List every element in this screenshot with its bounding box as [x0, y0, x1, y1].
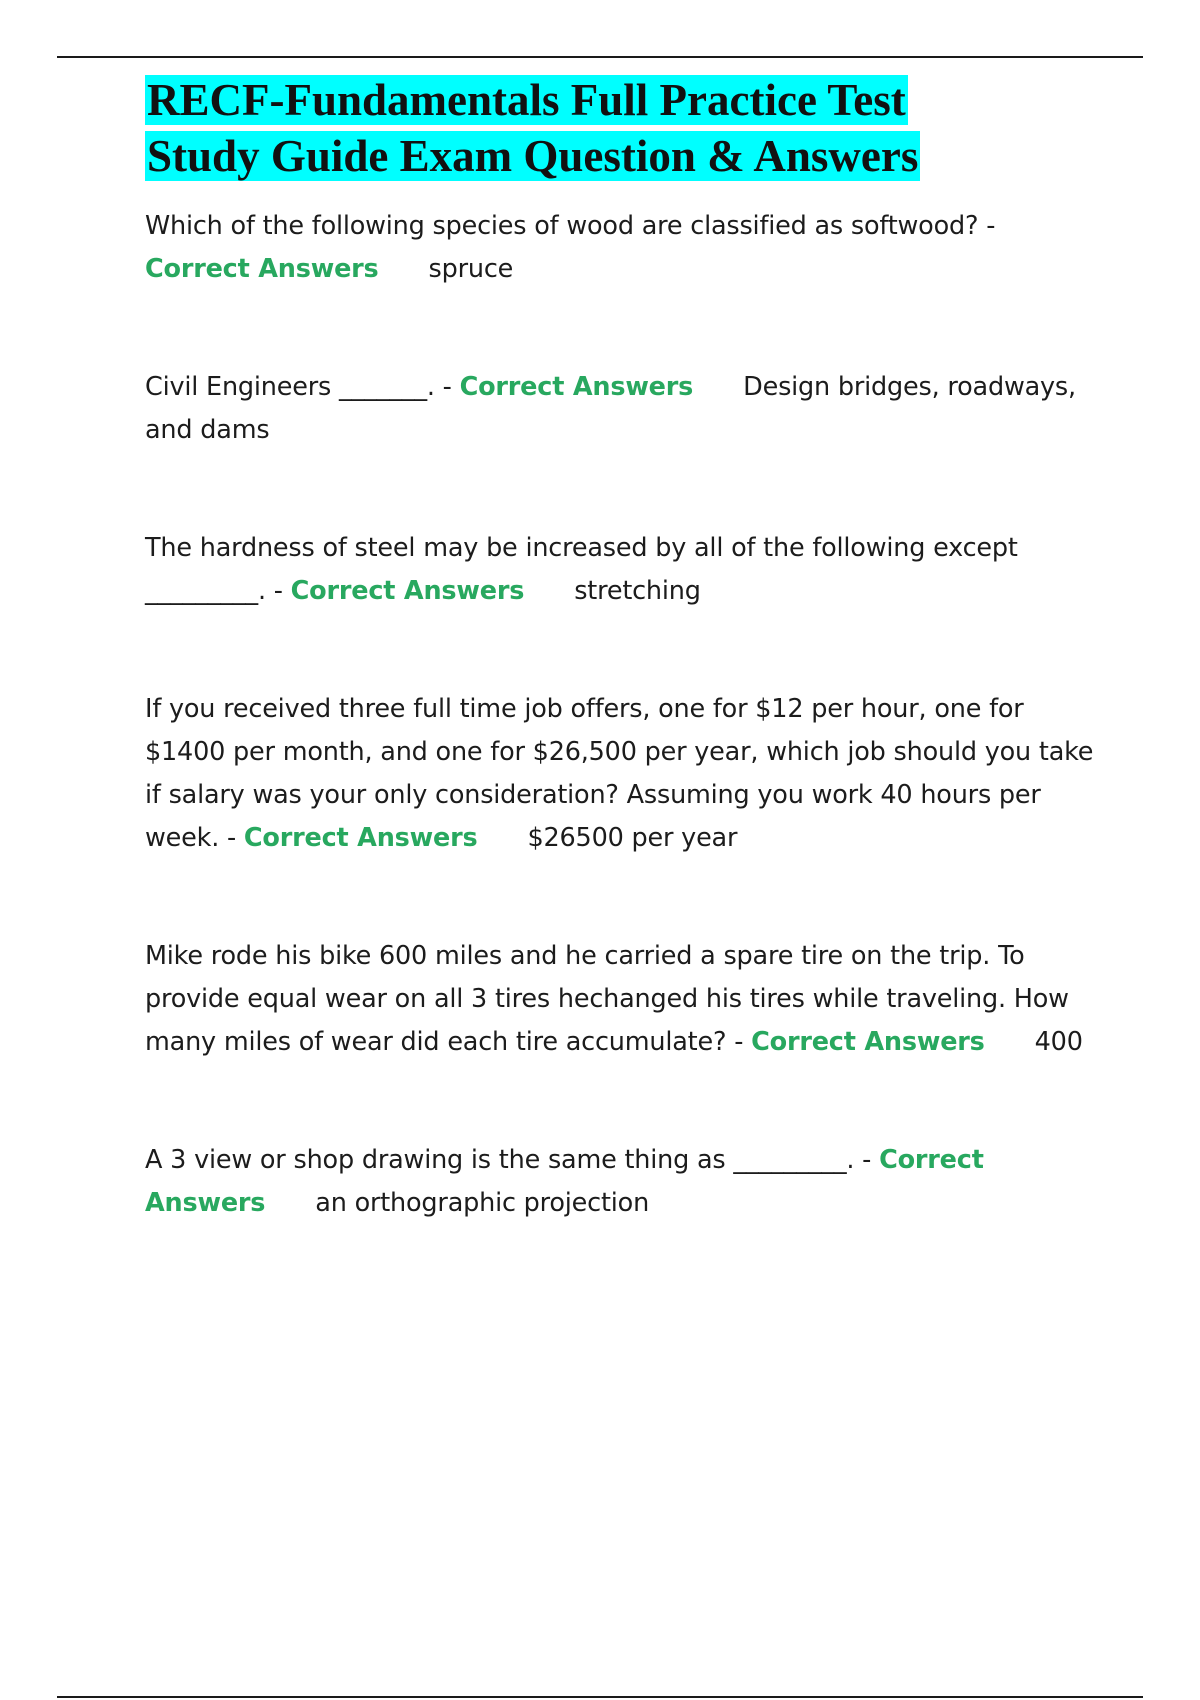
question-text: The hardness of steel may be increased by all of the following except _________. - — [145, 533, 1018, 606]
qa-item — [145, 527, 1105, 613]
question-text: Which of the following species of wood are classified as softwood? - — [145, 211, 996, 241]
qa-item — [145, 935, 1105, 1064]
qa-item — [145, 688, 1105, 860]
bottom-rule — [57, 1696, 1143, 1698]
title-line-2: Study Guide Exam Question & Answers — [147, 131, 919, 181]
correct-answers-label: Correct Answers — [243, 823, 478, 853]
correct-answers-label: Correct Answers — [290, 576, 525, 606]
top-rule — [57, 56, 1143, 58]
qa-list — [145, 205, 1105, 1300]
title-line-1: RECF-Fundamentals Full Practice Test — [147, 75, 906, 125]
answer-text: stretching — [574, 576, 701, 606]
answer-text: spruce — [428, 254, 514, 284]
page-title — [145, 72, 1085, 184]
question-text: A 3 view or shop drawing is the same thing as _________. - — [145, 1145, 880, 1175]
qa-item — [145, 366, 1105, 452]
correct-answers-label: Correct Answers — [145, 254, 379, 284]
qa-item — [145, 205, 1105, 291]
qa-item — [145, 1139, 1105, 1225]
answer-text: 400 — [1034, 1027, 1083, 1057]
answer-text: $26500 per year — [527, 823, 738, 853]
question-text: Civil Engineers _______. - — [145, 372, 460, 402]
answer-text: Design bridges, roadways, and dams — [145, 372, 1076, 445]
question-text: Mike rode his bike 600 miles and he carried a spare tire on the trip. To provide equal wear on all 3 tires hechanged his tires while traveling. How many miles of wear did each tire accumulate? - — [145, 941, 1069, 1057]
answer-text: an orthographic projection — [315, 1188, 650, 1218]
correct-answers-label: Correct Answers — [145, 1145, 984, 1218]
correct-answers-label: Correct Answers — [459, 372, 694, 402]
correct-answers-label: Correct Answers — [751, 1027, 985, 1057]
question-text: If you received three full time job offers, one for $12 per hour, one for $1400 per month, and one for $26,500 per year, which job should you take if salary was your only consideration? Assuming you work 40 hours per week. - — [145, 694, 1094, 853]
